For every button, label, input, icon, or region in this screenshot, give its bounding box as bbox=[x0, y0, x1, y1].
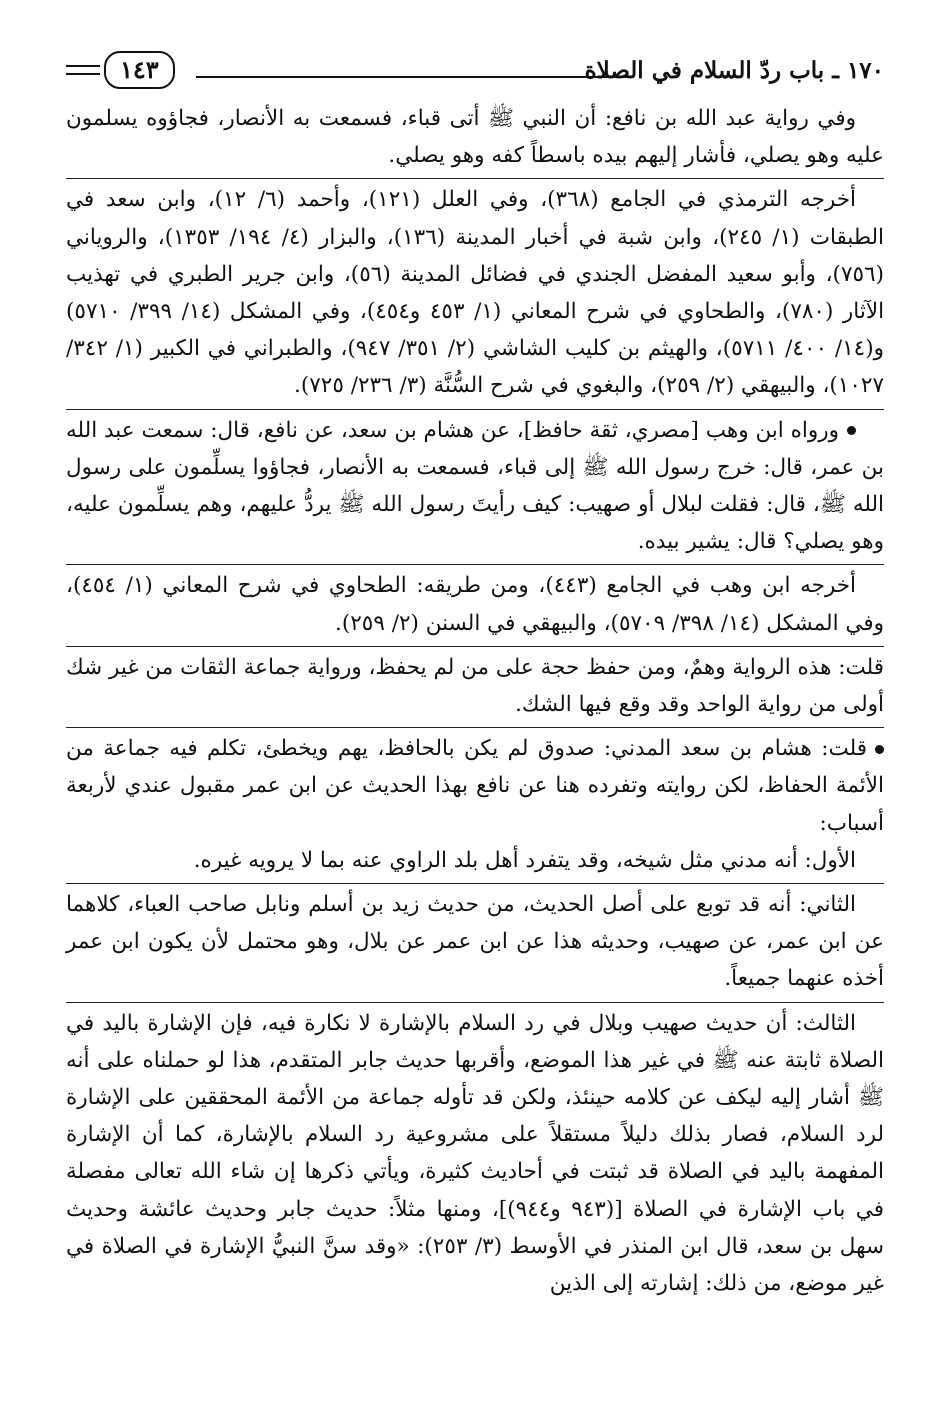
paragraph-reason-3: الثالث: أن حديث صهيب وبلال في رد السلام بالإشارة لا نكارة فيه، فإن الإشارة باليد في الصلاة ثابتة عنه ﷺ في غير هذا الموضع، وأقربها حديث جابر المتقدم، هذا لو حملناه على أنه ﷺ أشار إليه ليكف عن كلامه حينئذ، ولكن قد تأوله جماعة من الأئمة المحققين على الإشارة لرد السلام، فصار بذلك دليلاً مستقلاً على مشروعية رد السلام بالإشارة، كما أن الإشارة المفهمة باليد في الصلاة قد ثبتت في أحاديث كثيرة، ويأتي ذكرها إن شاء الله تعالى مفصلة في باب الإشارة في الصلاة [(٩٤٣ و٩٤٤)]، ومنها مثلاً: حديث جابر وحديث عائشة وحديث سهل بن سعد، قال ابن المنذر في الأوسط (٣/ ٢٥٣): «وقد سنَّ النبيُّ الإشارة في الصلاة في غير موضع، من ذلك: إشارته إلى الذين bbox=[66, 1010, 885, 1297]
bullet-icon bbox=[847, 426, 856, 435]
ornament-line-left bbox=[66, 65, 100, 75]
separator-line bbox=[66, 646, 884, 647]
separator-line bbox=[66, 727, 884, 728]
paragraph-takhrij-1: أخرجه الترمذي في الجامع (٣٦٨)، وفي العلل (١٢١)، وأحمد (٦/ ١٢)، وابن سعد في الطبقات (١/ ٢٤٥)، وابن شبة في أخبار المدينة (١٣٦)، والبزار (٤/ ١٩٤/ ١٣٥٣)، والروياني (٧٥٦)، وأبو سعيد المفضل الجندي في فضائل المدينة (٥٦)، وابن جرير الطبري في تهذيب الآثار (٧٨٠)، والطحاوي في شرح المعاني (١/ ٤٥٣ و٤٥٤)، وفي المشكل (١٤/ ٣٩٩/ ٥٧١٠) و(١٤/ ٤٠٠/ ٥٧١١)، والهيثم بن كليب الشاشي (٢/ ٣٥١/ ٩٤٧)، والطبراني في الكبير (١/ ٣٤٢/ ١٠٢٧)، والبيهقي (٢/ ٢٥٩)، والبغوي في شرح السُّنَّة (٣/ ٢٣٦/ ٧٢٥). bbox=[66, 187, 885, 399]
running-title: ١٧٠ ـ باب ردّ السلام في الصلاة bbox=[584, 56, 884, 84]
separator-line bbox=[66, 564, 884, 565]
paragraph-reason-1: الأول: أنه مدني مثل شيخه، وقد يتفرد أهل بلد الراوي عنه بما لا يرويه غيره. bbox=[193, 847, 856, 873]
bullet-icon bbox=[875, 745, 884, 754]
page-number-ornament bbox=[66, 51, 175, 89]
body-text bbox=[66, 100, 884, 1302]
paragraph-reason-2: الثاني: أنه قد توبع على أصل الحديث، من حديث زيد بن أسلم ونابل صاحب العباء، كلاهما عن ابن عمر، عن صهيب، وحديثه هذا عن ابن عمر عن بلال، وهو محتمل لأن يكون ابن عمر أخذه عنهما جميعاً. bbox=[66, 892, 884, 992]
paragraph-comment-2 bbox=[66, 730, 884, 842]
page-number: ١٤٣ bbox=[104, 51, 175, 89]
paragraph-ibn-wahb bbox=[66, 412, 884, 561]
paragraph-comment-2-text: قلت: هشام بن سعد المدني: صدوق لم يكن بالحافظ، يهم ويخطئ، تكلم فيه جماعة من الأئمة الحفاظ، لكن روايته وتفرده هنا عن نافع بهذا الحديث عن ابن عمر مقبول عندي لأربعة أسباب: bbox=[66, 736, 884, 836]
paragraph-comment-1: قلت: هذه الرواية وهمٌ، ومن حفظ حجة على من لم يحفظ، ورواية جماعة الثقات من غير شك أولى من رواية الواحد وقد وقع فيها الشك. bbox=[66, 654, 884, 718]
header-title-group bbox=[585, 57, 884, 84]
separator-line bbox=[66, 409, 884, 410]
separator-line bbox=[66, 178, 884, 179]
separator-line bbox=[66, 1002, 884, 1003]
separator-line bbox=[66, 883, 884, 884]
paragraph-takhrij-2: أخرجه ابن وهب في الجامع (٤٤٣)، ومن طريقه: الطحاوي في شرح المعاني (١/ ٤٥٤)، وفي المشكل (١٤/ ٣٩٨/ ٥٧٠٩)، والبيهقي في السنن (٢/ ٢٥٩). bbox=[66, 573, 884, 636]
paragraph-ibn-wahb-text: ورواه ابن وهب [مصري، ثقة حافظ]، عن هشام بن سعد، عن نافع، قال: سمعت عبد الله بن عمر، قال: خرج رسول الله ﷺ إلى قباء، فسمعت به الأنصار، فجاؤوا يسلِّمون على رسول الله ﷺ، قال: فقلت لبلال أو صهيب: كيف رأيتَ رسول الله ﷺ يردُّ عليهم، وهم يسلِّمون عليه، وهو يصلي؟ قال: يشير بيده. bbox=[66, 417, 884, 555]
page-header bbox=[66, 40, 884, 100]
header-rule bbox=[196, 76, 634, 78]
paragraph-narration: وفي رواية عبد الله بن نافع: أن النبي ﷺ أتى قباء، فسمعت به الأنصار، فجاؤوه يسلمون عليه وهو يصلي، فأشار إليهم بيده باسطاً كفه وهو يصلي. bbox=[66, 106, 884, 169]
